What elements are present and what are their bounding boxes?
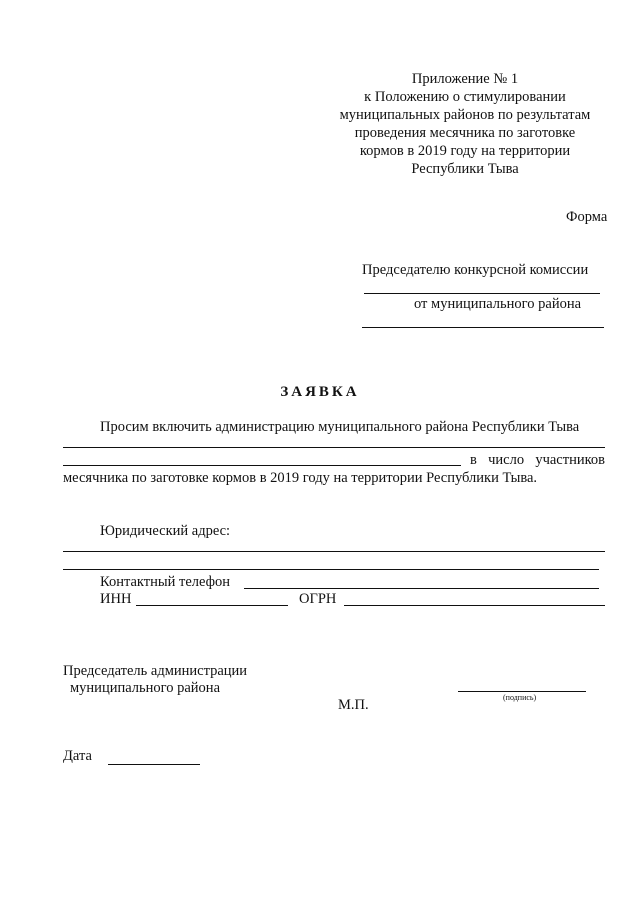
signature-blank[interactable] [458,691,586,692]
inn-label: ИНН [100,591,132,607]
addressee-chairman: Председателю конкурсной комиссии [362,262,589,278]
date-blank[interactable] [108,764,200,765]
request-line-2-suffix: в число участников [470,452,605,468]
district-name-blank-1[interactable] [63,447,605,448]
appendix-line-3: муниципальных районов по результатам [339,107,591,123]
stamp-label: М.П. [338,697,369,713]
legal-address-label: Юридический адрес: [100,523,231,539]
phone-label: Контактный телефон [100,574,231,590]
request-line-3: месячника по заготовке кормов в 2019 году на территории Республики Тыва. [63,470,538,486]
inn-blank[interactable] [136,605,288,606]
appendix-line-5: кормов в 2019 году на территории [359,143,571,159]
request-line-1: Просим включить администрацию муниципального района Республики Тыва [100,419,580,435]
district-name-blank-2[interactable] [63,465,461,466]
legal-address-blank-2[interactable] [63,569,599,570]
appendix-line-6: Республики Тыва [411,161,519,177]
signature-role-line-1: Председатель администрации [63,663,248,679]
addressee-blank-1[interactable] [364,293,600,294]
appendix-block [330,70,600,178]
ogrn-blank[interactable] [344,605,605,606]
appendix-line-2: к Положению о стимулировании [364,89,566,105]
addressee-from-district: от муниципального района [414,296,582,312]
form-label: Форма [566,209,608,225]
appendix-line-1: Приложение № 1 [411,71,519,87]
signature-caption: (подпись) [503,693,537,702]
date-label: Дата [63,748,92,764]
signature-role-line-2: муниципального района [70,680,220,696]
addressee-blank-2[interactable] [362,327,604,328]
appendix-line-4: проведения месячника по заготовке [354,125,576,141]
legal-address-blank-1[interactable] [63,551,605,552]
document-title: ЗАЯВКА [280,384,360,400]
ogrn-label: ОГРН [299,591,337,607]
phone-blank[interactable] [244,588,599,589]
